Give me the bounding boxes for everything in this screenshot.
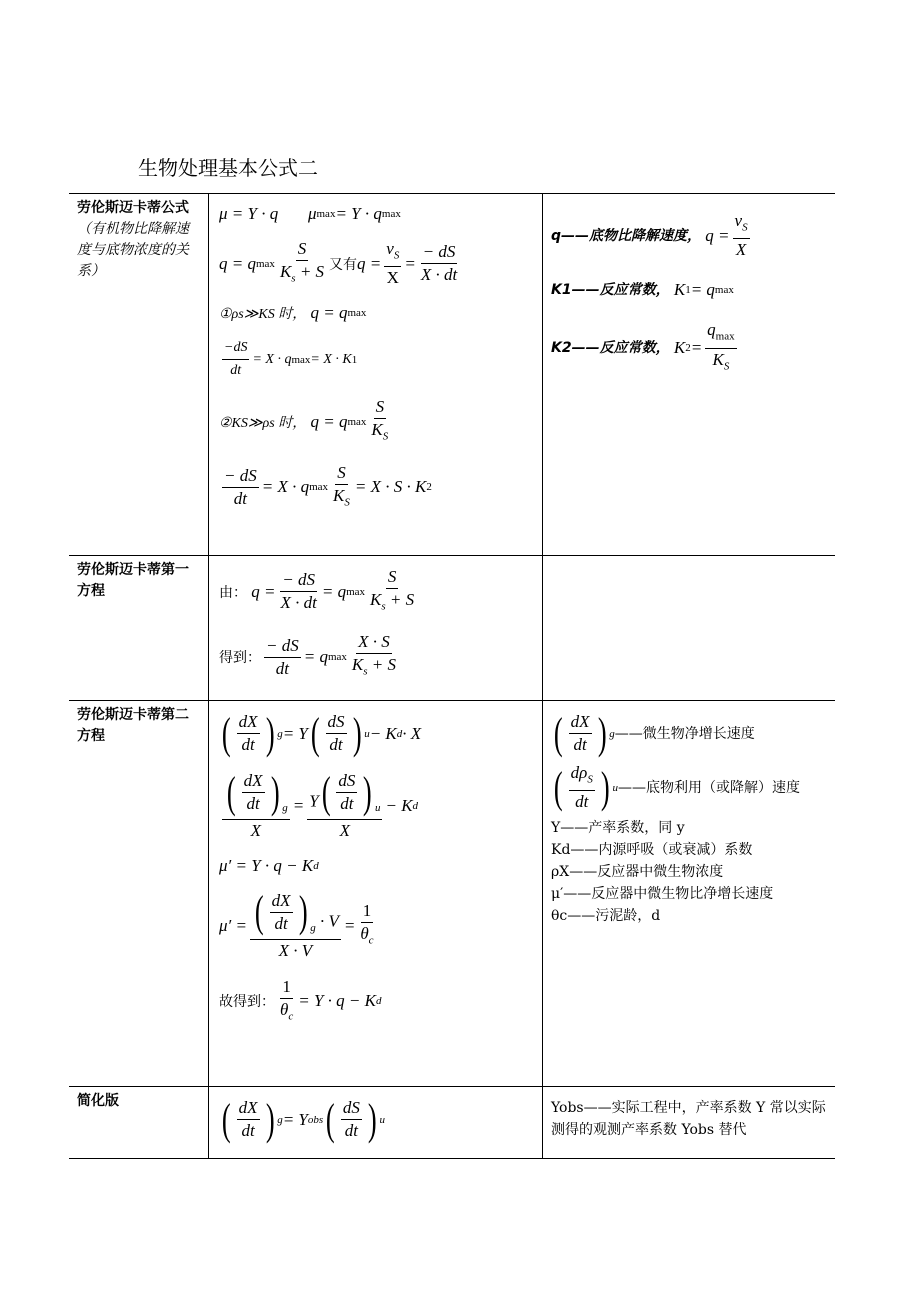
formula: ②KS≫ρs 时， q = q max S $K_S$ — [219, 397, 389, 443]
formula: 由： q = − dS X · dt = q max S $K_s + S$ — [219, 567, 415, 613]
row-label — [69, 556, 209, 701]
formula: q = q max S $K_s + S$ 又有 q = $v_S$ X = − dS X · dt — [219, 239, 458, 288]
definition: Yobs——实际工程中，产率系数 Y 常以实际测得的观测产率系数 Yobs 替代 — [551, 1100, 826, 1138]
definition-cell — [543, 194, 836, 556]
row-label — [69, 1087, 209, 1159]
formula: ( dX dt ) g = Y obs ( dS dt ) u — [221, 1094, 385, 1144]
formula: ①ρs≫KS 时， q = q max — [219, 303, 367, 323]
definition: μ′——反应器中微生物比净增长速度 — [551, 886, 774, 903]
formula-cell — [209, 701, 543, 1087]
table-row — [69, 556, 835, 701]
formula: μ′ = Y · q − K d — [219, 855, 319, 875]
definition-cell — [543, 1087, 836, 1159]
definition: ( $d\rho_S$ dt ) u ——底物利用（或降解）速度 — [553, 762, 800, 812]
formula-cell — [209, 556, 543, 701]
formula: 故得到： 1 $\theta_c$ = Y · q − K d — [219, 976, 382, 1023]
definition: K1——反应常数， K 1 = q max — [551, 280, 734, 300]
row-label — [69, 701, 209, 1087]
row-label — [69, 194, 209, 556]
text-label: ①ρs≫KS 时， — [219, 307, 307, 323]
row-title: 劳伦斯迈卡蒂第二方程 — [77, 707, 189, 744]
definition: Y——产率系数，同 y — [551, 820, 685, 837]
text-label: K2——反应常数， — [551, 340, 670, 357]
definition: ( dX dt ) g ——微生物净增长速度 — [553, 708, 755, 758]
definition: K2——反应常数， K 2 = $q_{max}$ $K_S$ — [551, 320, 735, 373]
row-title: 劳伦斯迈卡蒂第一方程 — [77, 562, 189, 599]
definition-cell — [543, 701, 836, 1087]
definition-cell — [543, 556, 836, 701]
definition: Kd——内源呼吸（或衰减）系数 — [551, 842, 753, 859]
text-label: ②KS≫ρs 时， — [219, 416, 307, 432]
text-label: 由： — [219, 584, 247, 601]
formula: ( dX dt ) g = Y ( dS dt ) u − K d · X — [221, 708, 422, 758]
text-label: 故得到： — [219, 994, 275, 1011]
formula: − dS dt = X · q max S $K_S$ = X · S · K 2 — [224, 462, 432, 509]
definition: q——底物比降解速度， q = $v_S$ X — [551, 211, 748, 260]
text-label: q——底物比降解速度， — [551, 227, 702, 244]
table-row — [69, 194, 835, 556]
text-label: ——底物利用（或降解）速度 — [617, 779, 800, 796]
formula: 得到： − dS dt = q max X · S $K_s + S$ — [219, 632, 397, 678]
row-title: 劳伦斯迈卡蒂公式 — [77, 200, 189, 216]
text-label: ——微生物净增长速度 — [614, 725, 755, 742]
formula-cell — [209, 194, 543, 556]
text-label: 又有 — [329, 256, 358, 273]
page-title: 生物处理基本公式二 — [138, 156, 318, 180]
definition: θc——污泥龄，d — [551, 908, 661, 925]
table-row — [69, 701, 835, 1087]
row-subtitle: （有机物比降解速度与底物浓度的关系） — [77, 221, 189, 279]
table-row — [69, 1087, 835, 1159]
formula: μ′ = ( dX dt ) $_g$ · V X · V = 1 $\theta_c$ — [219, 887, 374, 960]
formula: ( dX dt ) $_g$ X = Y ( dS dt ) $_u$ X − K d — [219, 770, 534, 842]
definition: ρX——反应器中微生物浓度 — [551, 864, 724, 881]
text-label: 得到： — [219, 650, 261, 667]
formula-table — [69, 193, 835, 1159]
formula-cell — [209, 1087, 543, 1159]
row-title: 简化版 — [77, 1093, 119, 1109]
text-label: K1——反应常数， — [551, 282, 670, 299]
formula: −dS dt = X · q max = X · K 1 — [219, 337, 534, 382]
formula: μ = Y · q μ max = Y · q max — [219, 204, 401, 223]
